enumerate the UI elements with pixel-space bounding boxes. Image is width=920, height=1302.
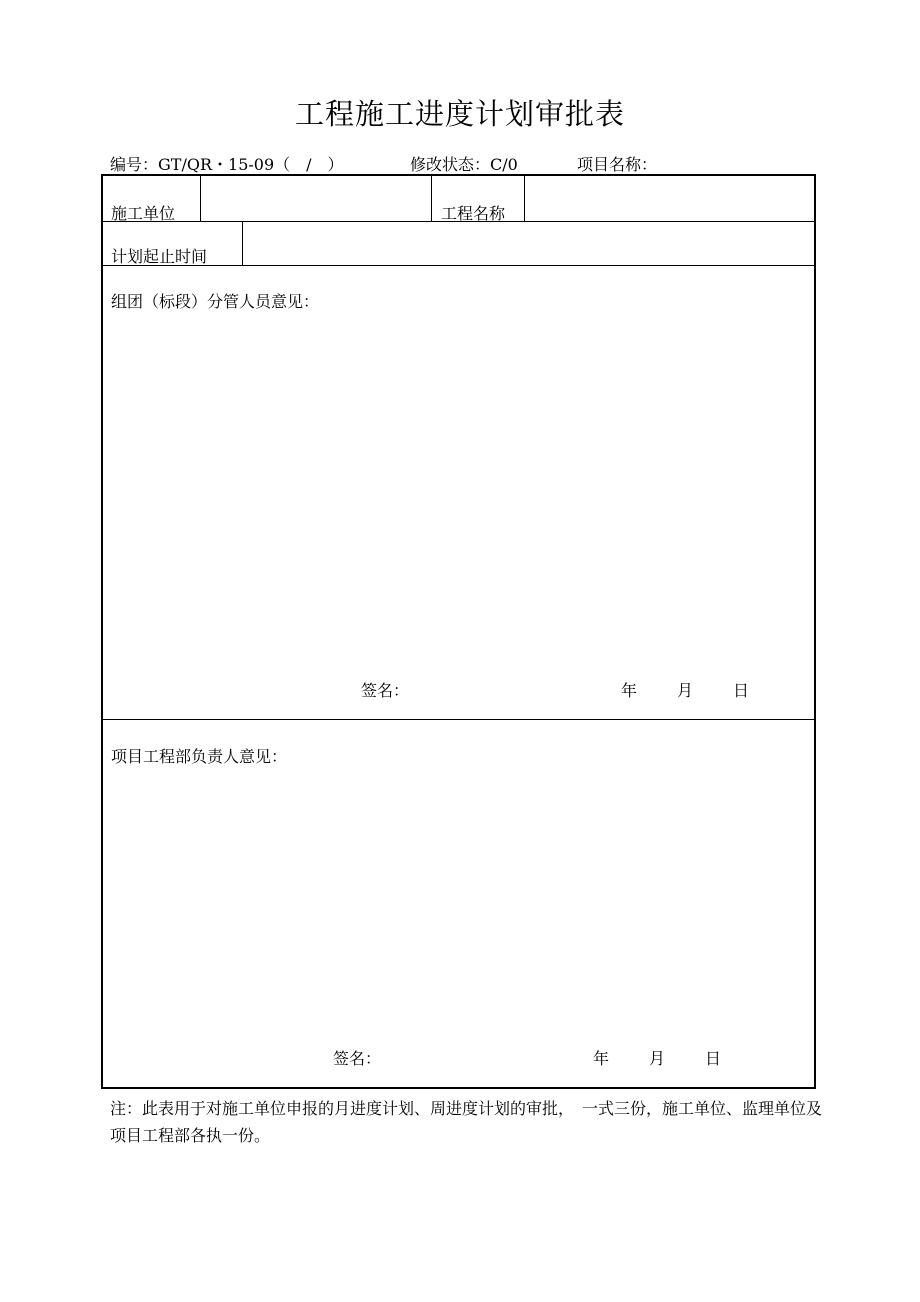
manager-signature-label: 签名：: [333, 1049, 382, 1068]
section-date-month: 月: [677, 681, 694, 700]
divider: [103, 719, 814, 720]
section-signature-label: 签名：: [361, 681, 410, 700]
plan-period-label: 计划起止时间: [111, 247, 208, 266]
divider: [103, 265, 814, 266]
construction-unit-field[interactable]: [201, 176, 431, 221]
form-code: 编号：GT/QR・15-09（ / ）: [110, 155, 344, 174]
section-opinion-label: 组团（标段）分管人员意见：: [111, 292, 320, 311]
manager-date-year: 年: [593, 1049, 610, 1068]
section-date-day: 日: [733, 681, 750, 700]
manager-date-day: 日: [705, 1049, 722, 1068]
section-date-year: 年: [621, 681, 638, 700]
approval-form-table: [101, 174, 816, 1089]
manager-date-month: 月: [649, 1049, 666, 1068]
form-note: 注：此表用于对施工单位申报的月进度计划、周进度计划的审批， 一式三份，施工单位、监理单位及项目工程部各执一份。: [110, 1099, 823, 1145]
page-title: 工程施工进度计划审批表: [294, 97, 625, 131]
plan-period-field[interactable]: [243, 222, 814, 265]
project-name-label: 工程名称: [441, 204, 506, 223]
project-name-field[interactable]: [525, 176, 814, 221]
divider: [431, 176, 432, 221]
project-name-header-label: 项目名称：: [577, 155, 658, 174]
construction-unit-label: 施工单位: [111, 204, 176, 223]
manager-opinion-label: 项目工程部负责人意见：: [111, 747, 288, 766]
revision-status: 修改状态：C/0: [410, 155, 518, 174]
